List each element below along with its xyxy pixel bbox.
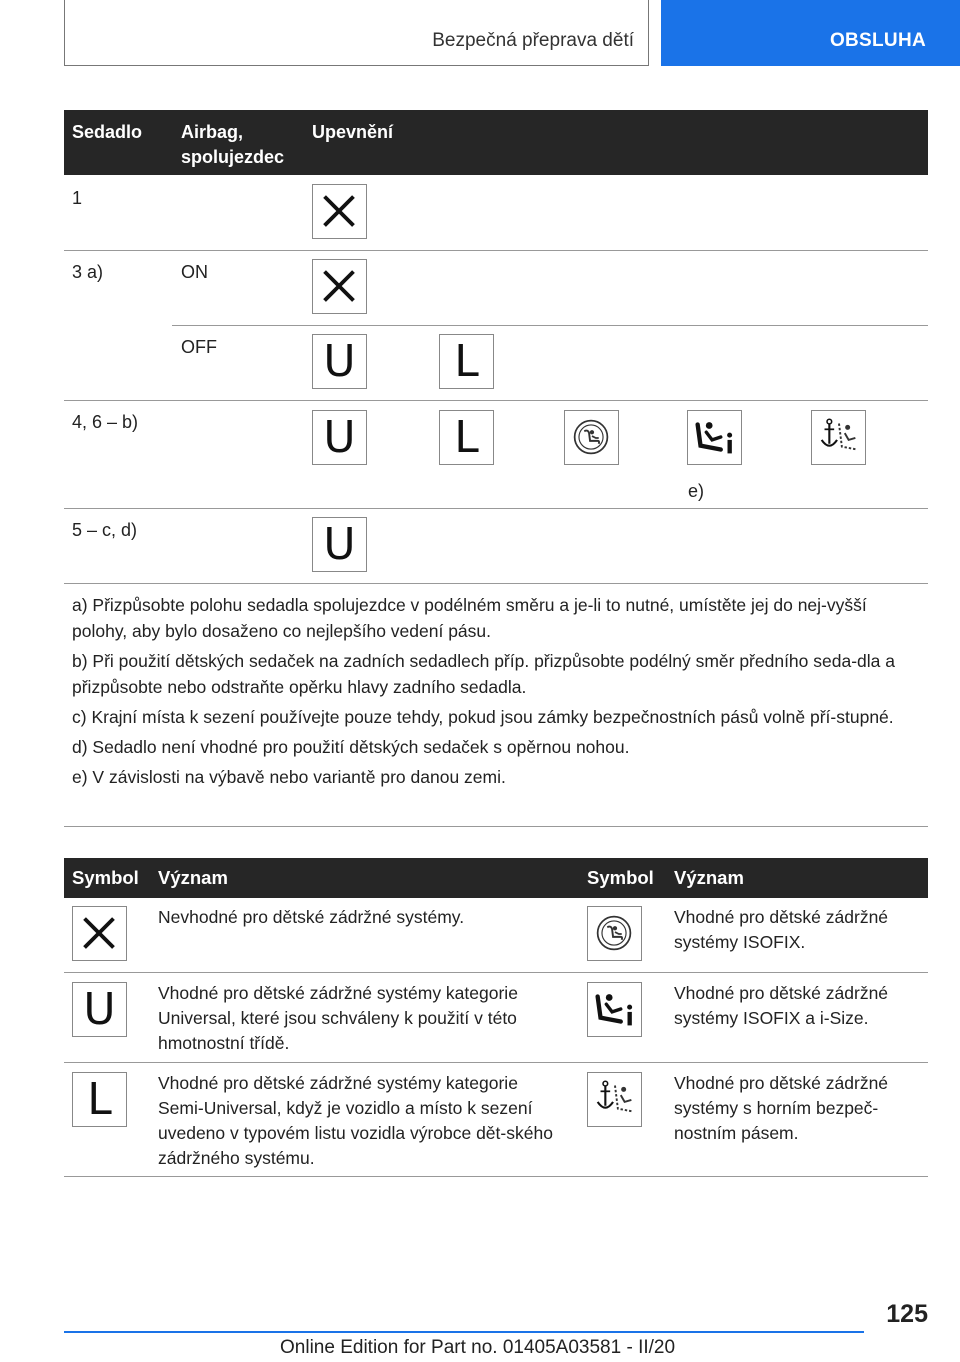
semi-universal-l-icon: L	[439, 410, 494, 465]
header-title: Bezpečná přeprava dětí	[432, 30, 634, 51]
header-mounting: Upevnění	[312, 122, 394, 142]
row-divider	[64, 400, 928, 401]
header-seat: Sedadlo	[72, 122, 143, 142]
footnote-b: b) Při použití dětských sedaček na zadních sedadlech příp. přizpůsobte podélný směr předního seda‐dla a přizpůsobte nebo odstraňte opěrku hlavy zadního sedadla.	[72, 651, 895, 697]
isofix-icon	[564, 410, 619, 465]
header-meaning: Význam	[158, 867, 228, 888]
footnote-d: d) Sedadlo není vhodné pro použití dětských sedaček s opěrnou nohou.	[72, 737, 630, 757]
top-tether-icon	[811, 410, 866, 465]
header-meaning: Význam	[674, 867, 744, 888]
universal-u-icon: U	[312, 517, 367, 572]
legend-text: Vhodné pro dětské zádržné systémy kategorie Semi-Universal, když je vozidlo a místo k sezení uvedeno v typovém listu vozidla výrobce dět‐ského zádržného systému.	[158, 1073, 553, 1168]
row-divider	[64, 250, 928, 251]
table1-header	[64, 110, 928, 175]
legend-text: Nevhodné pro dětské zádržné systémy.	[158, 907, 465, 927]
semi-universal-l-icon: L	[439, 334, 494, 389]
seat-label: 4, 6 – b)	[72, 412, 139, 432]
unsuitable-x-icon	[312, 259, 367, 314]
top-tether-icon	[587, 1072, 642, 1127]
footnote-c: c) Krajní místa k sezení používejte pouze tehdy, pokud jsou zámky bezpečnostních pásů volně pří‐stupné.	[72, 707, 894, 727]
footnote-e: e) V závislosti na výbavě nebo variantě pro danou zemi.	[72, 767, 506, 787]
header-airbag-line1: Airbag,	[181, 122, 244, 142]
seat-label: 3 a)	[72, 262, 104, 282]
footer-edition: Online Edition for Part no. 01405A03581 - II/20	[280, 1337, 676, 1358]
header-airbag	[181, 120, 284, 170]
seat-suitability-table	[64, 110, 928, 570]
row-divider	[64, 972, 928, 973]
footnote-a: a) Přizpůsobte polohu sedadla spolujezdce v podélném směru a je-li to nutné, umístěte jej do nej‐vyšší polohy, aby bylo dosaženo co nejlepšího vedení pásu.	[72, 595, 867, 641]
legend-text: Vhodné pro dětské zádržné systémy ISOFIX.	[674, 907, 889, 952]
airbag-state: ON	[181, 262, 208, 282]
isofix-isize-icon	[687, 410, 742, 465]
header-symbol: Symbol	[72, 867, 139, 888]
seat-label: 5 – c, d)	[72, 520, 138, 540]
header-section-tab	[661, 0, 960, 66]
header-symbol: Symbol	[587, 867, 654, 888]
airbag-state: OFF	[181, 337, 217, 357]
seat-label: 1	[72, 188, 83, 208]
universal-u-icon: U	[312, 410, 367, 465]
row-divider	[64, 1176, 928, 1177]
footnotes	[72, 592, 922, 794]
notes-divider	[64, 826, 928, 827]
footnote-ref: e)	[688, 481, 705, 501]
table2-header	[64, 858, 928, 898]
legend-text: Vhodné pro dětské zádržné systémy ISOFIX a i-Size.	[674, 983, 889, 1028]
row-divider	[64, 583, 928, 584]
row-divider	[172, 325, 928, 326]
row-divider	[64, 508, 928, 509]
isofix-icon	[587, 906, 642, 961]
isofix-isize-icon	[587, 982, 642, 1037]
footer-rule	[64, 1331, 864, 1333]
legend-text: Vhodné pro dětské zádržné systémy kategorie Universal, které jsou schváleny k použití v této hmotnostní třídě.	[158, 983, 518, 1053]
symbol-legend-table	[64, 858, 928, 1168]
universal-u-icon: U	[72, 982, 127, 1037]
legend-text: Vhodné pro dětské zádržné systémy s horním bezpeč‐nostním pásem.	[674, 1073, 889, 1143]
row-divider	[64, 1062, 928, 1063]
unsuitable-x-icon	[312, 184, 367, 239]
header-airbag-line2: spolujezdec	[181, 147, 285, 167]
header-title-box	[64, 0, 649, 66]
unsuitable-x-icon	[72, 906, 127, 961]
universal-u-icon: U	[312, 334, 367, 389]
page-number: 125	[886, 1300, 928, 1328]
semi-universal-l-icon: L	[72, 1072, 127, 1127]
header-section: OBSLUHA	[829, 30, 926, 51]
